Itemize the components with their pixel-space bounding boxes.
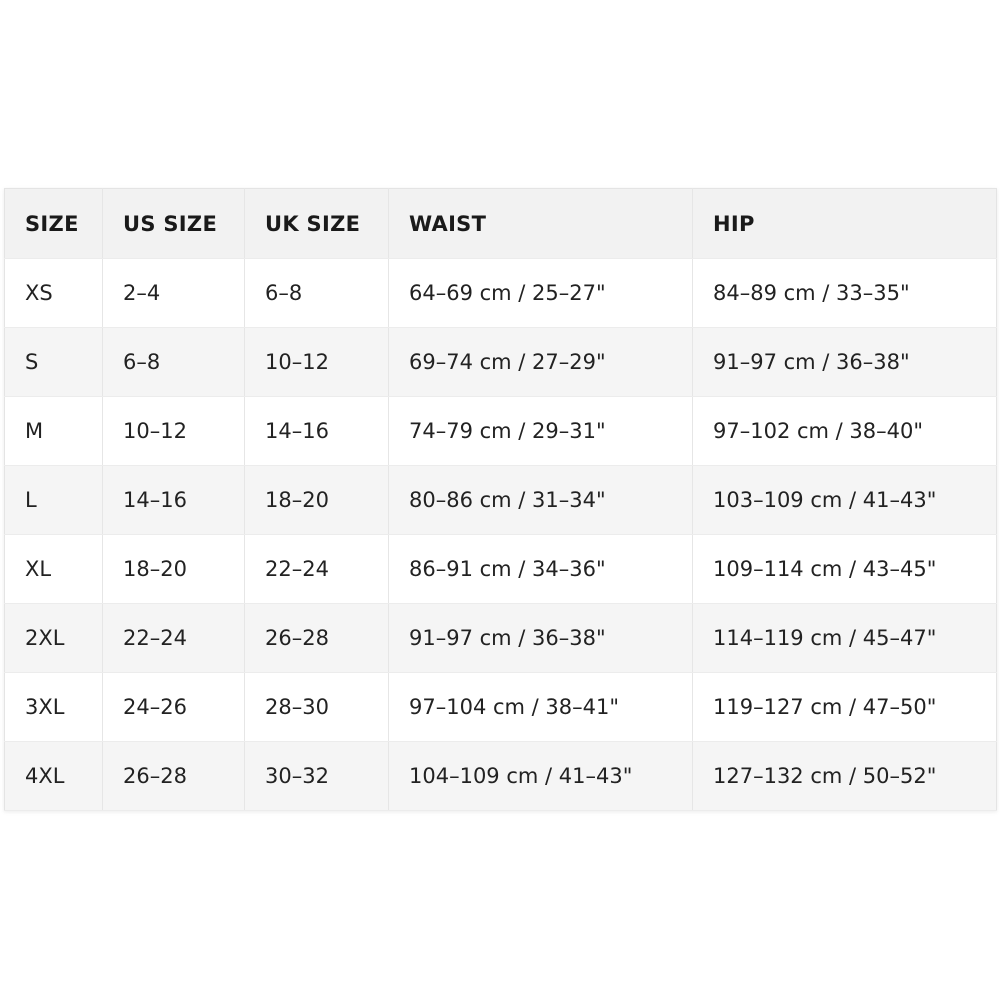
cell-waist: 69–74 cm / 27–29" <box>389 328 693 397</box>
cell-size: S <box>5 328 103 397</box>
cell-uk-size: 10–12 <box>245 328 389 397</box>
header-waist: WAIST <box>389 189 693 259</box>
cell-us-size: 22–24 <box>103 604 245 673</box>
cell-uk-size: 18–20 <box>245 466 389 535</box>
header-us-size: US SIZE <box>103 189 245 259</box>
header-row <box>5 189 997 259</box>
cell-hip: 119–127 cm / 47–50" <box>693 673 997 742</box>
cell-size: XL <box>5 535 103 604</box>
cell-hip: 91–97 cm / 36–38" <box>693 328 997 397</box>
cell-waist: 97–104 cm / 38–41" <box>389 673 693 742</box>
table-body <box>5 259 997 811</box>
header-size: SIZE <box>5 189 103 259</box>
cell-size: XS <box>5 259 103 328</box>
cell-uk-size: 26–28 <box>245 604 389 673</box>
cell-uk-size: 22–24 <box>245 535 389 604</box>
cell-us-size: 24–26 <box>103 673 245 742</box>
cell-us-size: 10–12 <box>103 397 245 466</box>
cell-uk-size: 6–8 <box>245 259 389 328</box>
cell-us-size: 26–28 <box>103 742 245 811</box>
table-row <box>5 742 997 811</box>
cell-waist: 86–91 cm / 34–36" <box>389 535 693 604</box>
cell-uk-size: 30–32 <box>245 742 389 811</box>
cell-waist: 74–79 cm / 29–31" <box>389 397 693 466</box>
header-hip: HIP <box>693 189 997 259</box>
cell-waist: 64–69 cm / 25–27" <box>389 259 693 328</box>
table-row <box>5 328 997 397</box>
cell-size: M <box>5 397 103 466</box>
cell-hip: 97–102 cm / 38–40" <box>693 397 997 466</box>
cell-hip: 127–132 cm / 50–52" <box>693 742 997 811</box>
cell-us-size: 18–20 <box>103 535 245 604</box>
header-uk-size: UK SIZE <box>245 189 389 259</box>
cell-size: 2XL <box>5 604 103 673</box>
cell-us-size: 2–4 <box>103 259 245 328</box>
cell-hip: 103–109 cm / 41–43" <box>693 466 997 535</box>
cell-us-size: 14–16 <box>103 466 245 535</box>
size-chart-table <box>4 188 997 811</box>
table-header <box>5 189 997 259</box>
cell-us-size: 6–8 <box>103 328 245 397</box>
table-row <box>5 673 997 742</box>
cell-hip: 84–89 cm / 33–35" <box>693 259 997 328</box>
cell-uk-size: 28–30 <box>245 673 389 742</box>
cell-size: 3XL <box>5 673 103 742</box>
table-row <box>5 397 997 466</box>
table-row <box>5 535 997 604</box>
cell-hip: 114–119 cm / 45–47" <box>693 604 997 673</box>
table-row <box>5 466 997 535</box>
cell-size: 4XL <box>5 742 103 811</box>
cell-size: L <box>5 466 103 535</box>
cell-waist: 91–97 cm / 36–38" <box>389 604 693 673</box>
cell-waist: 104–109 cm / 41–43" <box>389 742 693 811</box>
cell-waist: 80–86 cm / 31–34" <box>389 466 693 535</box>
cell-uk-size: 14–16 <box>245 397 389 466</box>
table-row <box>5 259 997 328</box>
cell-hip: 109–114 cm / 43–45" <box>693 535 997 604</box>
table-row <box>5 604 997 673</box>
